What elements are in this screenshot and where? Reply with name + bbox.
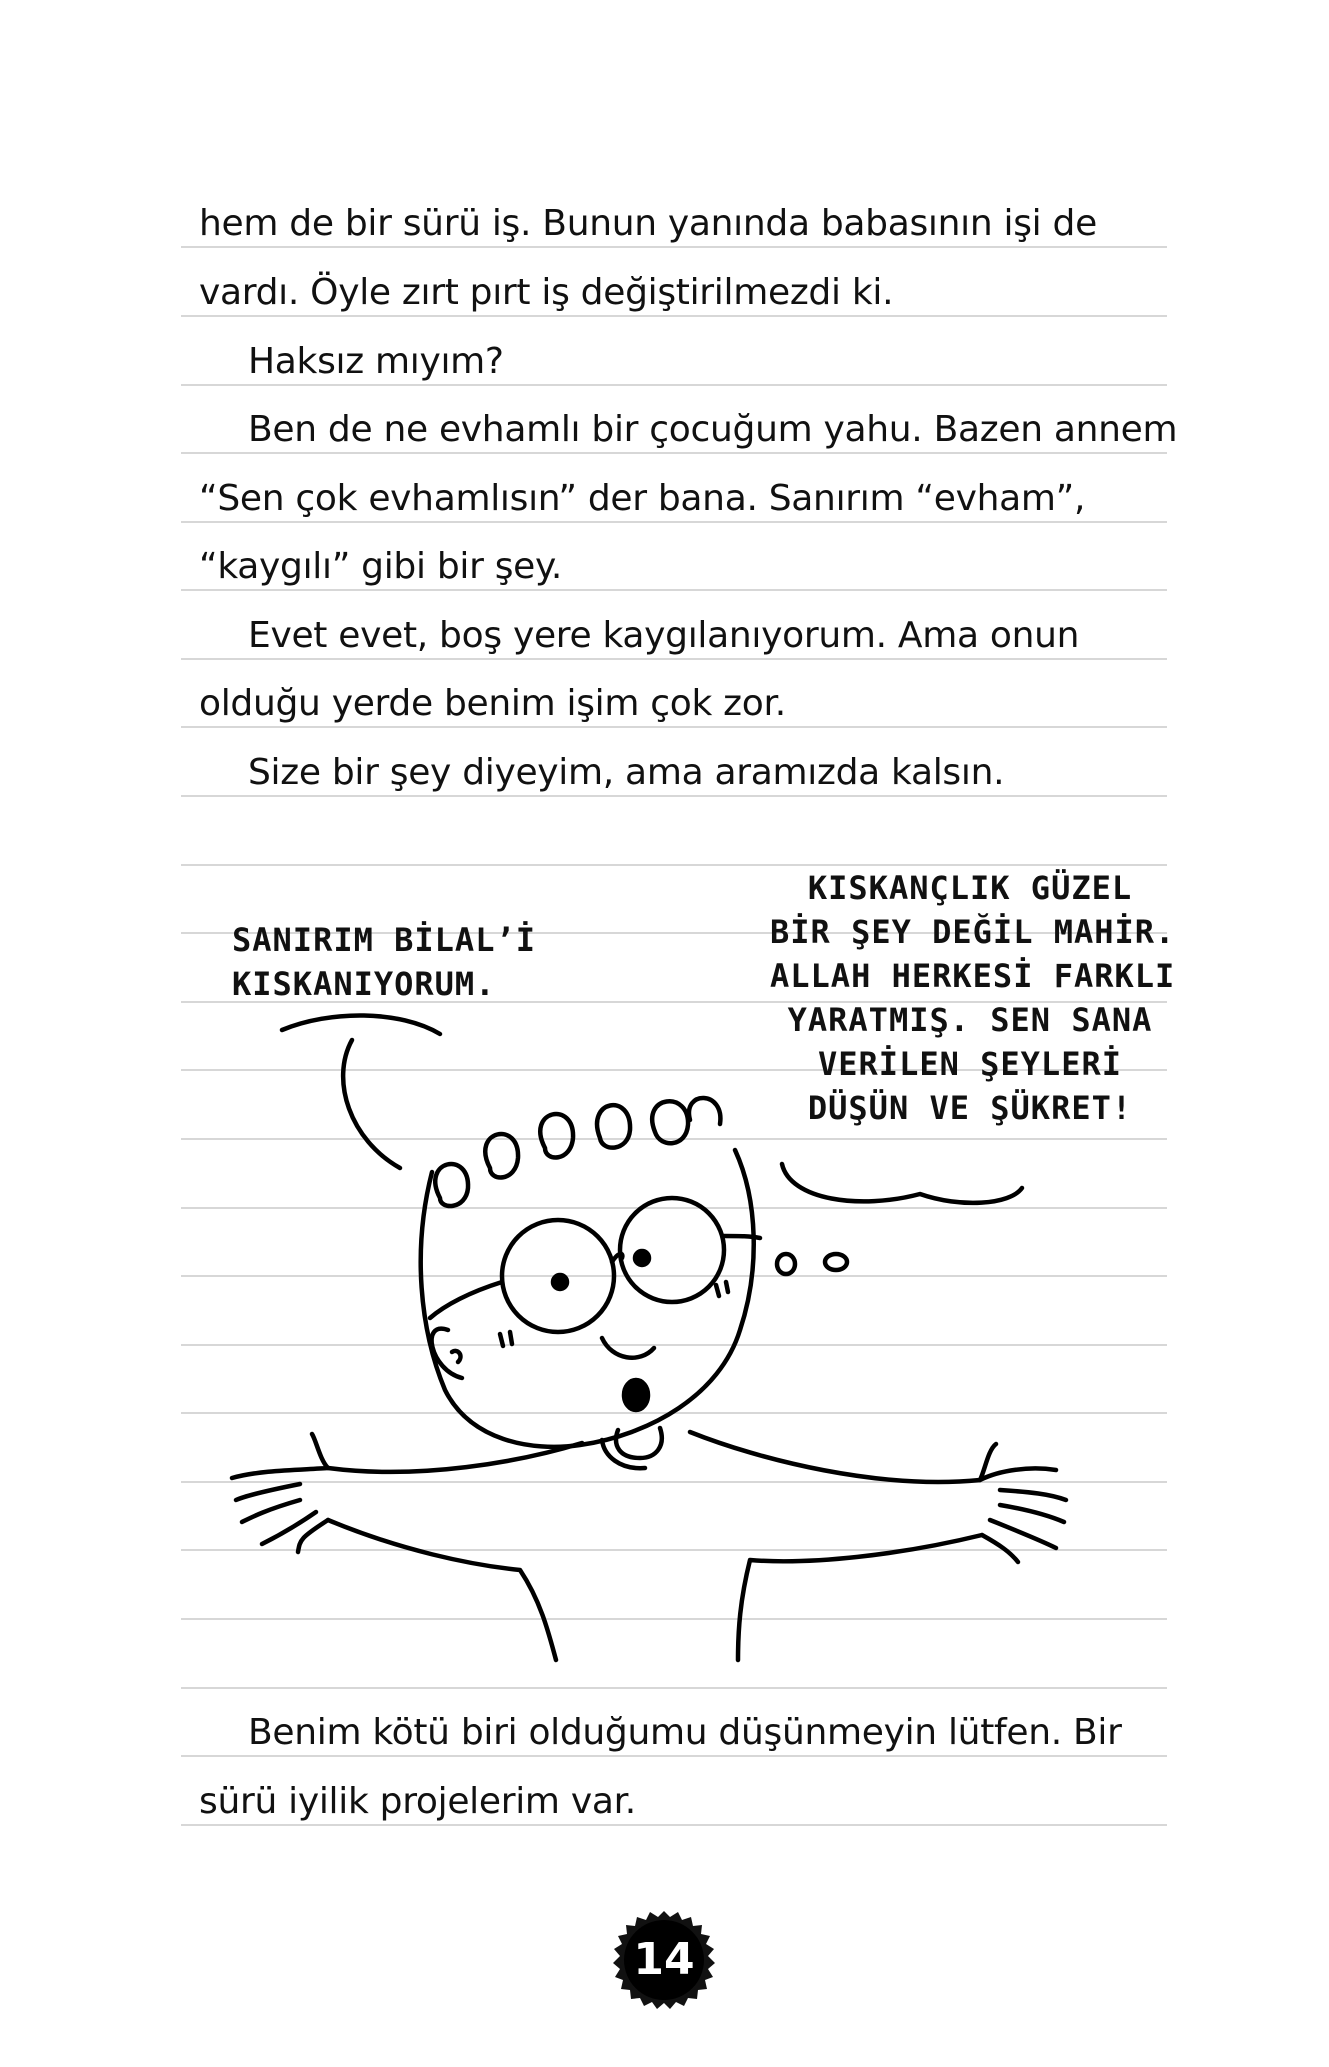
left-arm-bottom [328, 1520, 556, 1660]
speech-bubble-line: SANIRIM BİLAL’İ [232, 921, 536, 959]
thought-bubble-right [770, 866, 1176, 1130]
text-line: sürü iyilik projelerim var. [199, 1781, 636, 1822]
text-line: Evet evet, boş yere kaygılanıyorum. Ama onun [248, 615, 1080, 656]
thought-dot [825, 1254, 847, 1270]
thought-bubble-line [782, 1164, 1022, 1203]
text-line: olduğu yerde benim işim çok zor. [199, 683, 786, 724]
thought-bubble-line: ALLAH HERKESİ FARKLI [770, 957, 1176, 995]
thought-bubble-line: VERİLEN ŞEYLERİ [818, 1045, 1122, 1083]
right-arm-bottom [738, 1535, 982, 1660]
text-line: Ben de ne evhamlı bir çocuğum yahu. Bazen annem [248, 409, 1178, 450]
page-number-badge [612, 1908, 716, 2012]
speech-bubble-tail [343, 1040, 400, 1168]
text-line: Haksız mıyım? [248, 341, 504, 382]
thought-bubble-line: KISKANÇLIK GÜZEL [807, 869, 1133, 907]
pupil [553, 1275, 567, 1289]
pupil [635, 1251, 649, 1265]
glasses-arm [724, 1236, 760, 1238]
thought-bubble-line: YARATMIŞ. SEN SANA [787, 1001, 1153, 1039]
smile [602, 1338, 654, 1358]
speech-bubble-line [282, 1015, 440, 1034]
thought-dot [777, 1254, 795, 1274]
thought-bubble-line: DÜŞÜN VE ŞÜKRET! [807, 1089, 1133, 1127]
text-line: Size bir şey diyeyim, ama aramızda kalsın. [248, 752, 1005, 793]
page-number: 14 [633, 1934, 695, 1985]
open-mouth [624, 1380, 648, 1410]
glasses-right-lens [620, 1198, 724, 1302]
text-line: “kaygılı” gibi bir şey. [199, 546, 563, 587]
right-arm-top [690, 1432, 980, 1482]
thought-bubble-line: BİR ŞEY DEĞİL MAHİR. [770, 913, 1176, 951]
text-line: Benim kötü biri olduğumu düşünmeyin lütfen. Bir [248, 1712, 1122, 1753]
speech-bubble-left [232, 918, 536, 1006]
head-outline [421, 1150, 754, 1447]
text-line: vardı. Öyle zırt pırt iş değiştirilmezdi ki. [199, 272, 894, 313]
glasses-arm [430, 1282, 502, 1318]
text-line: “Sen çok evhamlısın” der bana. Sanırım “evham”, [199, 478, 1086, 519]
right-hand [980, 1444, 1066, 1562]
text-line: hem de bir sürü iş. Bunun yanında babasının işi de [199, 203, 1097, 244]
left-hand [232, 1434, 328, 1552]
speech-bubble-line: KISKANIYORUM. [232, 965, 496, 1003]
neck [616, 1428, 662, 1458]
